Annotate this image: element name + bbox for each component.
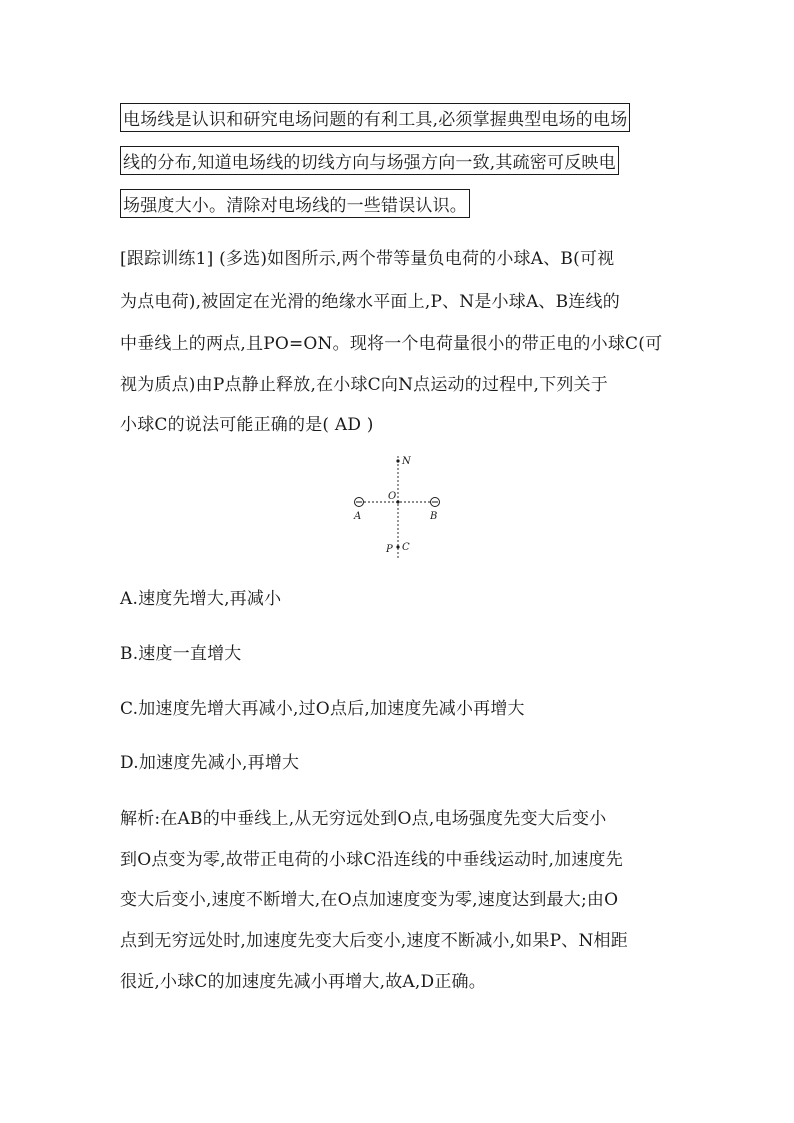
intro-box-line-2: 线的分布,知道电场线的切线方向与场强方向一致,其疏密可反映电 bbox=[120, 146, 619, 175]
label-b: B bbox=[430, 511, 438, 522]
option-a: A.速度先增大,再减小 bbox=[120, 589, 282, 609]
point-o-dot bbox=[396, 500, 399, 503]
point-p-dot bbox=[396, 545, 399, 548]
intro-box-line-3: 场强度大小。清除对电场线的一些错误认识。 bbox=[120, 189, 470, 218]
label-c: C bbox=[402, 542, 410, 553]
question-line-1: [跟踪训练1] (多选)如图所示,两个带等量负电荷的小球A、B(可视 bbox=[120, 249, 615, 269]
analysis-line-1: 解析:在AB的中垂线上,从无穷远处到O点,电场强度先变大后变小 bbox=[120, 809, 607, 829]
analysis-line-4: 点到无穷远处时,加速度先变大后变小,速度不断减小,如果P、N相距 bbox=[120, 931, 628, 951]
label-a: A bbox=[354, 511, 362, 522]
analysis-line-2: 到O点变为零,故带正电荷的小球C沿连线的中垂线运动时,加速度先 bbox=[120, 850, 623, 870]
label-n: N bbox=[402, 456, 411, 467]
charge-diagram-svg bbox=[340, 452, 450, 564]
question-line-4: 视为质点)由P点静止释放,在小球C向N点运动的过程中,下列关于 bbox=[120, 375, 608, 395]
intro-box-line-1: 电场线是认识和研究电场问题的有利工具,必须掌握典型电场的电场 bbox=[120, 103, 630, 132]
analysis-line-5: 很近,小球C的加速度先减小再增大,故A,D正确。 bbox=[120, 972, 486, 992]
option-d: D.加速度先减小,再增大 bbox=[120, 753, 300, 773]
question-line-3: 中垂线上的两点,且PO=ON。现将一个电荷量很小的带正电的小球C(可 bbox=[120, 334, 663, 354]
question-line-5: 小球C的说法可能正确的是( AD ) bbox=[120, 415, 374, 435]
option-b: B.速度一直增大 bbox=[120, 644, 242, 664]
point-n-dot bbox=[396, 459, 399, 462]
charge-diagram bbox=[340, 452, 450, 564]
label-p: P bbox=[386, 544, 393, 555]
label-o: O bbox=[388, 491, 397, 502]
option-c: C.加速度先增大再减小,过O点后,加速度先减小再增大 bbox=[120, 699, 525, 719]
question-line-2: 为点电荷),被固定在光滑的绝缘水平面上,P、N是小球A、B连线的 bbox=[120, 292, 620, 312]
analysis-line-3: 变大后变小,速度不断增大,在O点加速度变为零,速度达到最大;由O bbox=[120, 890, 619, 910]
